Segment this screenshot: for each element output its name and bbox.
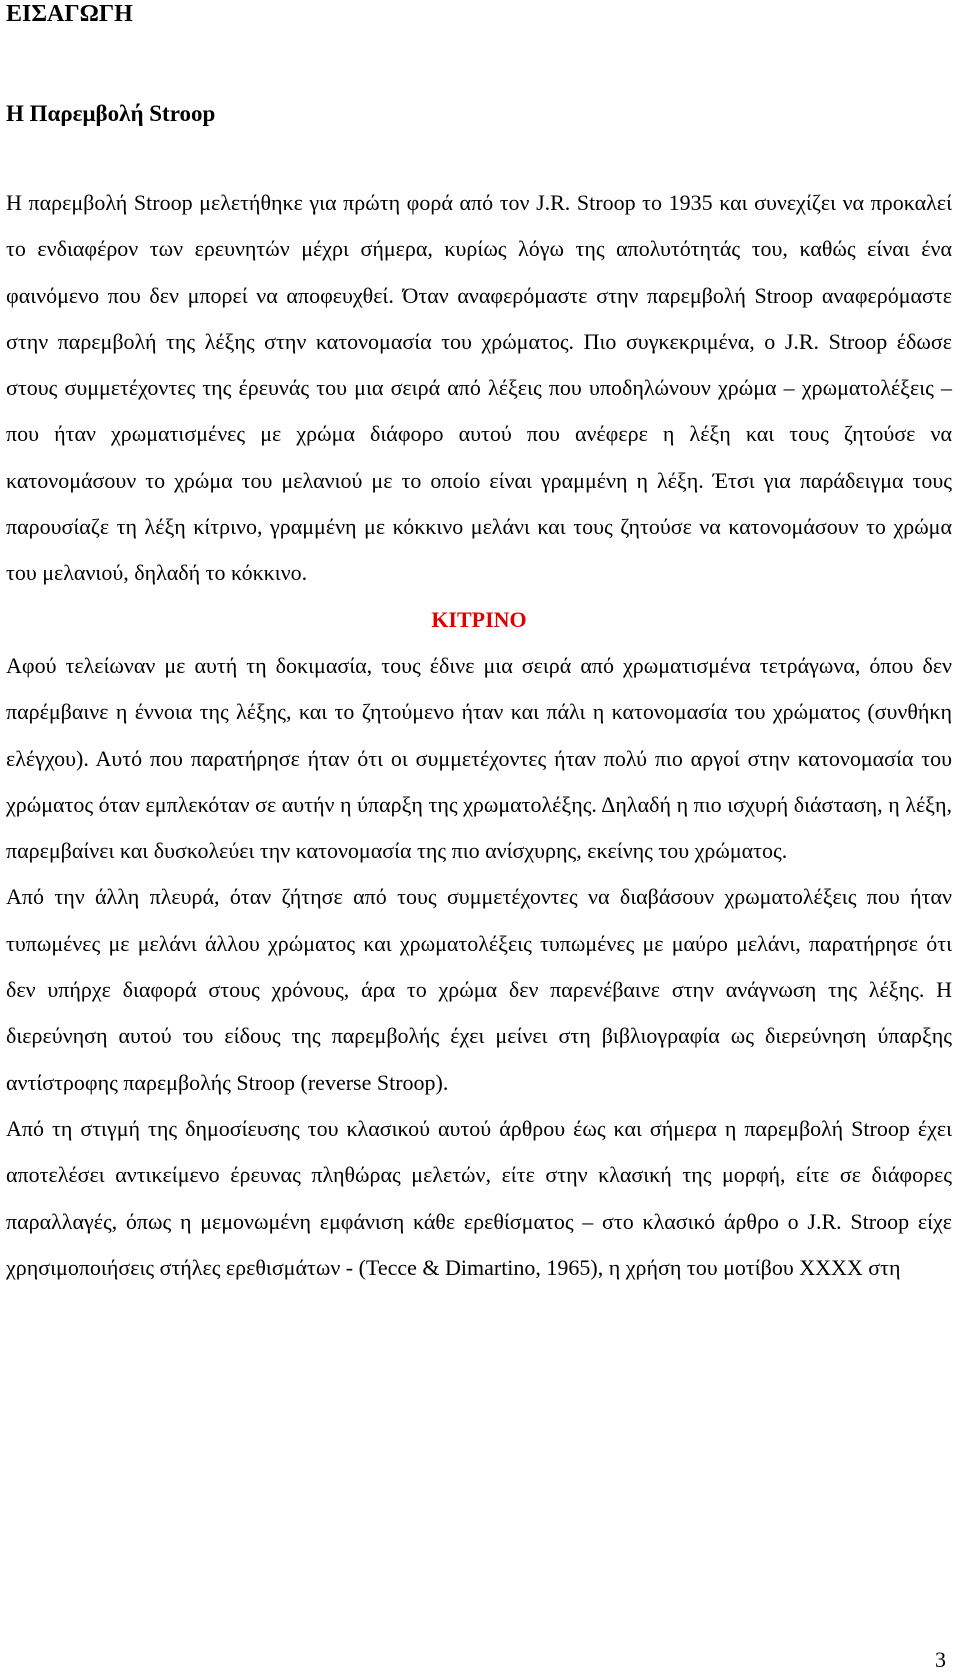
paragraph-4: Από τη στιγμή της δημοσίευσης του κλασικού αυτού άρθρου έως και σήμερα η παρεμβολή Stroop έχει αποτελέσει αντικείμενο έρευνας πληθώρας μελετών, είτε στην κλασική της μορφή, είτε σε διάφορες παραλλαγές, όπως η μεμονωμένη εμφάνιση κάθε ερεθίσματος – στο κλασικό άρθρο ο J.R. Stroop είχε χρησιμοποιήσεις στήλες ερεθισμάτων - (Tecce & Dimartino, 1965), η χρήση του μοτίβου ΧΧΧΧ στη [6, 1115, 952, 1280]
paragraph-1: Η παρεμβολή Stroop μελετήθηκε για πρώτη φορά από τον J.R. Stroop το 1935 και συνεχίζει να προκαλεί το ενδιαφέρον των ερευνητών μέχρι σήμερα, κυρίως λόγω της απολυτότητάς του, καθώς είναι ένα φαινόμενο που δεν μπορεί να αποφευχθεί. Όταν αναφερόμαστε στην παρεμβολή Stroop αναφερόμαστε στην παρεμβολή της λέξης στην κατονομασία του χρώματος. Πιο συγκεκριμένα, ο J.R. Stroop έδωσε στους συμμετέχοντες της έρευνάς του μια σειρά από λέξεις που υποδηλώνουν χρώμα – χρωματολέξεις – που ήταν χρωματισμένες με χρώμα διάφορο αυτού που ανέφερε η λέξη και τους ζητούσε να κατονομάσουν το χρώμα του μελανιού με το οποίο είναι γραμμένη η λέξη. Έτσι για παράδειγμα τους παρουσίαζε τη λέξη κίτρινο, γραμμένη με κόκκινο μελάνι και τους ζητούσε να κατονομάσουν το χρώμα του μελανιού, δηλαδή το κόκκινο. [6, 190, 952, 586]
document-page [6, 0, 952, 1280]
paragraph-3: Από την άλλη πλευρά, όταν ζήτησε από τους συμμετέχοντες να διαβάσουν χρωματολέξεις που ήταν τυπωμένες με μελάνι άλλου χρώματος και χρωματολέξεις τυπωμένες με μαύρο μελάνι, παρατήρησε ότι δεν υπήρχε διαφορά στους χρόνους, άρα το χρώμα δεν παρενέβαινε στην ανάγνωση της λέξης. Η διερεύνηση αυτού του είδους της παρεμβολής έχει μείνει στη βιβλιογραφία ως διερεύνηση ύπαρξης αντίστροφης παρεμβολής Stroop (reverse Stroop). [6, 884, 952, 1095]
section-title: Η Παρεμβολή Stroop [6, 101, 216, 126]
stroop-example-word: ΚΙΤΡΙΝΟ [431, 606, 527, 632]
page-number: 3 [935, 1647, 946, 1672]
document-body [6, 180, 952, 1291]
chapter-title: ΕΙΣΑΓΩΓΗ [6, 1, 133, 27]
paragraph-2: Αφού τελείωναν με αυτή τη δοκιμασία, τους έδινε μια σειρά από χρωματισμένα τετράγωνα, όπου δεν παρέμβαινε η έννοια της λέξης, και το ζητούμενο ήταν και πάλι η κατονομασία του χρώματος (συνθήκη ελέγχου). Αυτό που παρατήρησε ήταν ότι οι συμμετέχοντες ήταν πολύ πιο αργοί στην κατονομασία του χρώματος όταν εμπλεκόταν σε αυτήν η ύπαρξη της χρωματολέξης. Δηλαδή η πιο ισχυρή διάσταση, η λέξη, παρεμβαίνει και δυσκολεύει την κατονομασία της πιο ανίσχυρης, εκείνης του χρώματος. [6, 652, 952, 864]
